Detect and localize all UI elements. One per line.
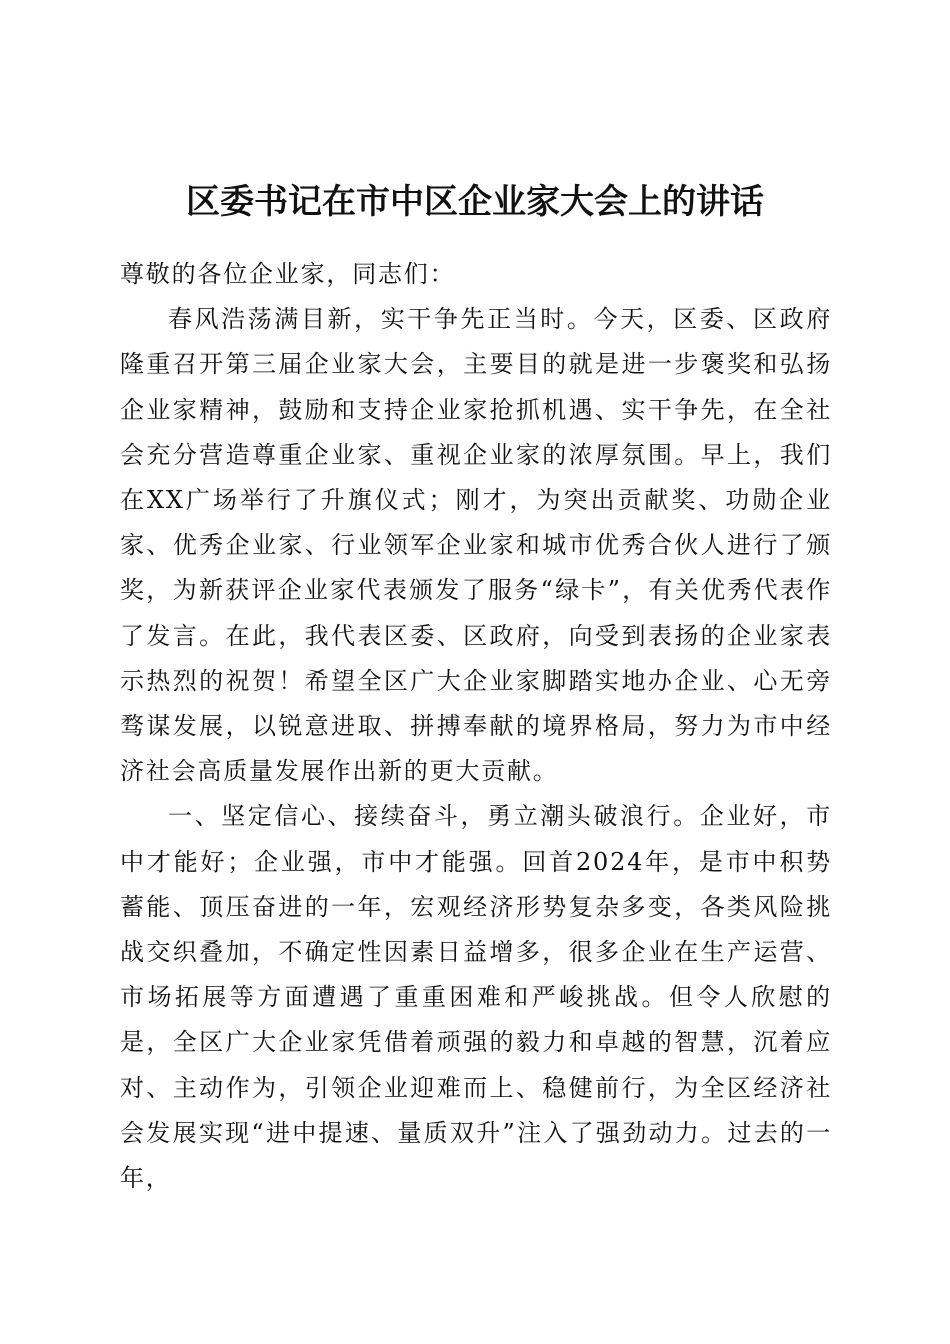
paragraph-opening: 春风浩荡满目新，实干争先正当时。今天，区委、区政府隆重召开第三届企业家大会，主要目的就是进一步褒奖和弘扬企业家精神，鼓励和支持企业家抢抓机遇、实干争先，在全社会充分营造尊重企业家、重视企业家的浓厚氛围。早上，我们在XX广场举行了升旗仪式；刚才，为突出贡献奖、功勋企业家、优秀企业家、行业领军企业家和城市优秀合伙人进行了颁奖，为新获评企业家代表颁发了服务“绿卡”，有关优秀代表作了发言。在此，我代表区委、区政府，向受到表扬的企业家表示热烈的祝贺！希望全区广大企业家脚踏实地办企业、心无旁骛谋发展，以锐意进取、拼搏奉献的境界格局，努力为市中经济社会高质量发展作出新的更大贡献。 [120,305,832,786]
document-title: 区委书记在市中区企业家大会上的讲话 [186,182,764,222]
salutation: 尊敬的各位企业家，同志们： [120,260,456,288]
paragraph-section-one: 一、坚定信心、接续奋斗，勇立潮头破浪行。企业好，市中才能好；企业强，市中才能强。回首2024年，是市中积势蓄能、顶压奋进的一年，宏观经济形势复杂多变，各类风险挑战交织叠加，不确定性因素日益增多，很多企业在生产运营、市场拓展等方面遭遇了重重困难和严峻挑战。但令人欣慰的是，全区广大企业家凭借着顽强的毅力和卓越的智慧，沉着应对、主动作为，引领企业迎难而上、稳健前行，为全区经济社会发展实现“进中提速、量质双升”注入了强劲动力。过去的一年， [120,802,832,1193]
document-body [120,252,832,1201]
